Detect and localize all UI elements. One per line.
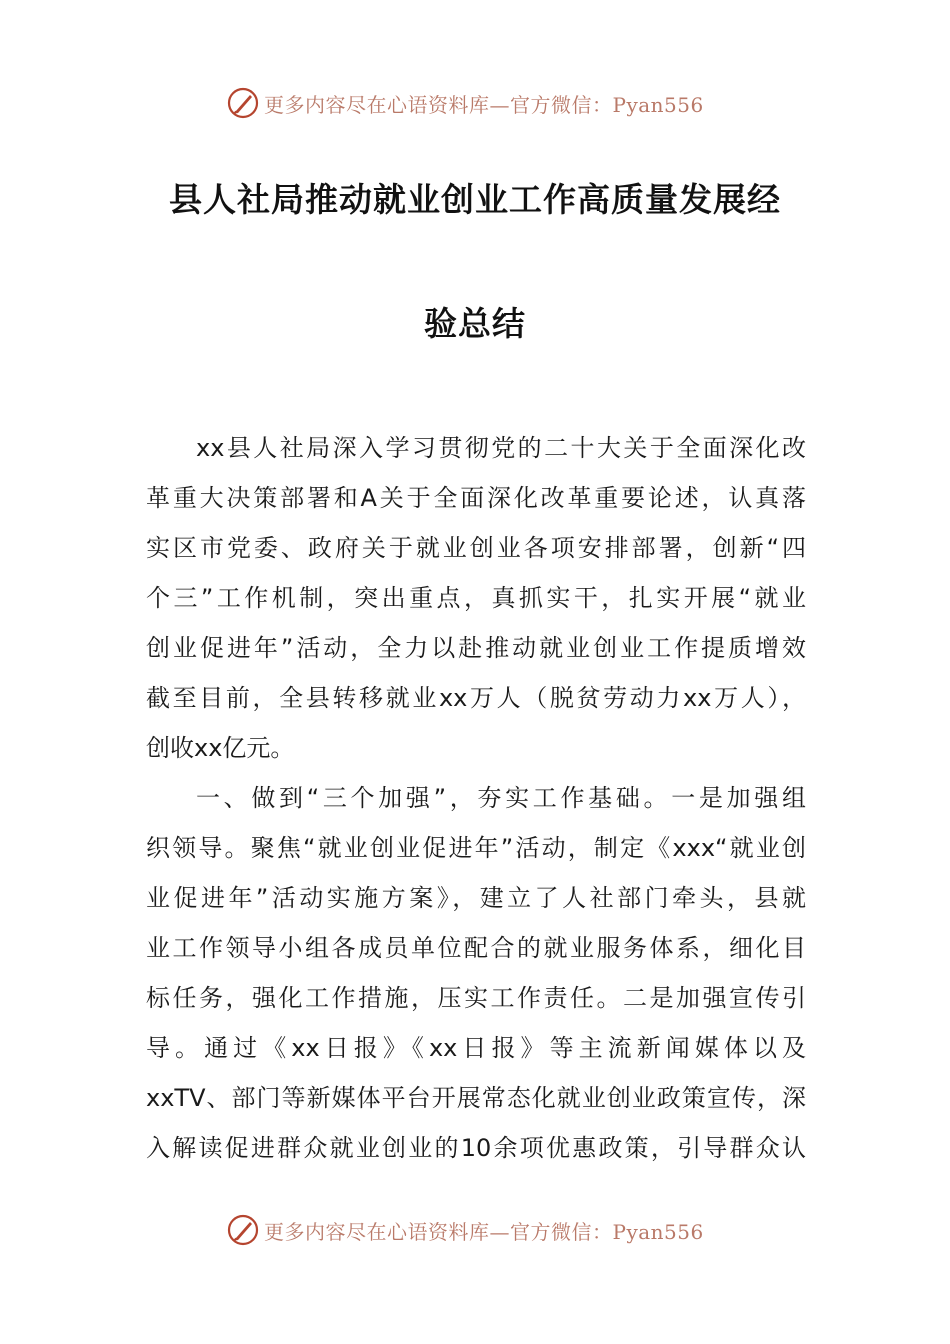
paragraph-line: 织领导。聚焦“就业创业促进年”活动，制定《xxx“就业创 xyxy=(146,834,806,862)
watermark-banner-top xyxy=(0,83,950,123)
paragraph-line: 截至目前，全县转移就业xx万人（脱贫劳动力xx万人）， xyxy=(146,684,806,712)
paragraph-line: 标任务，强化工作措施，压实工作责任。二是加强宣传引 xyxy=(146,984,806,1012)
paragraph-line: 业促进年”活动实施方案》，建立了人社部门牵头，县就 xyxy=(146,884,806,912)
paragraph-line: xx县人社局深入学习贯彻党的二十大关于全面深化改 xyxy=(196,434,806,462)
pen-nib-logo-icon xyxy=(226,86,260,120)
watermark-text: 更多内容尽在心语资料库—官方微信：Pyan556 xyxy=(264,92,704,117)
paragraph-intro xyxy=(146,423,806,773)
paragraph-line: 创业促进年”活动，全力以赴推动就业创业工作提质增效 xyxy=(146,634,806,662)
paragraph-line: 入解读促进群众就业创业的10余项优惠政策，引导群众认 xyxy=(146,1134,806,1162)
paragraph-line: 业工作领导小组各成员单位配合的就业服务体系，细化目 xyxy=(146,934,806,962)
watermark-banner-bottom xyxy=(0,1210,950,1250)
paragraph-line: 导。通过《xx日报》《xx日报》等主流新闻媒体以及 xyxy=(146,1034,806,1062)
paragraph-line: 个三”工作机制，突出重点，真抓实干，扎实开展“就业 xyxy=(146,584,806,612)
document-title-line-1: 县人社局推动就业创业工作高质量发展经 xyxy=(169,180,781,219)
pen-nib-logo-icon xyxy=(226,1213,260,1247)
paragraph-line: 实区市党委、政府关于就业创业各项安排部署，创新“四 xyxy=(146,534,806,562)
paragraph-line: 一、做到“三个加强”，夯实工作基础。一是加强组 xyxy=(196,784,806,812)
document-title-line-2: 验总结 xyxy=(424,304,526,343)
paragraph-line: 创收xx亿元。 xyxy=(146,734,295,762)
paragraph-line: xxTV、部门等新媒体平台开展常态化就业创业政策宣传，深 xyxy=(146,1084,806,1112)
paragraph-line: 革重大决策部署和A关于全面深化改革重要论述，认真落 xyxy=(146,484,806,512)
paragraph-section-one xyxy=(146,773,806,1173)
watermark-text: 更多内容尽在心语资料库—官方微信：Pyan556 xyxy=(264,1219,704,1244)
